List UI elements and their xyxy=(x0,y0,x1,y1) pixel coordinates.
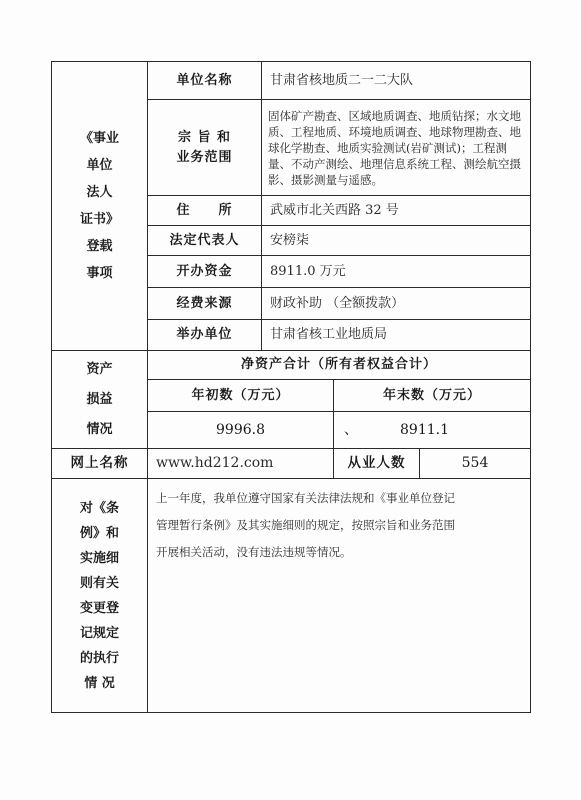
row-execution xyxy=(52,479,531,713)
end-year-cell xyxy=(334,412,531,449)
legal-rep-value: 安榜柒 xyxy=(262,226,531,256)
registration-table xyxy=(51,61,531,713)
organizer-value: 甘肃省核工业地质局 xyxy=(262,320,531,351)
section-label-line: 变更登 xyxy=(79,600,119,616)
section-label-line: 对《条 xyxy=(79,500,119,516)
scope-label-line: 业务范围 xyxy=(176,149,233,165)
unit-name-label: 单位名称 xyxy=(148,62,262,100)
row-assets-header xyxy=(52,351,531,380)
address-label: 住 所 xyxy=(148,196,262,226)
section-label-line: 记规定 xyxy=(79,625,119,641)
end-year-mark: 、 xyxy=(344,421,358,438)
section-assets-label xyxy=(52,351,148,449)
execution-line: 开展相关活动，没有违法违规等情况。 xyxy=(156,545,352,559)
scope-label-line: 宗 旨 和 xyxy=(177,129,232,145)
section-label-line: 《事业 xyxy=(79,131,119,146)
capital-value: 8911.0 万元 xyxy=(262,256,531,288)
execution-line: 上一年度，我单位遵守国家有关法律法规和《事业单位登记 xyxy=(156,491,455,505)
net-assets-header: 净资产合计（所有者权益合计） xyxy=(148,351,531,380)
section-label-line: 例》和 xyxy=(79,525,119,541)
section-label-line: 事项 xyxy=(86,266,113,281)
execution-text xyxy=(148,479,531,713)
staff-label: 从业人数 xyxy=(334,449,420,479)
section-registration-label xyxy=(52,62,148,351)
website-value: www.hd212.com xyxy=(148,449,334,479)
section-label-line: 则有关 xyxy=(79,575,119,591)
capital-label: 开办资金 xyxy=(148,256,262,288)
scope-value: 固体矿产勘查、区域地质调查、地质钻探；水文地质、工程地质、环境地质调查、地球物理勘查、地球化学勘查、地质实验测试(岩矿测试)；工程测量、不动产测绘、地理信息系统工程、测绘航空摄影、摄影测量与遥感。 xyxy=(262,100,531,196)
section-label-line: 实施细 xyxy=(79,550,119,566)
execution-line: 管理暂行条例》及其实施细则的规定，按照宗旨和业务范围 xyxy=(156,518,455,532)
section-label-line: 资产 xyxy=(86,361,113,377)
unit-name-value: 甘肃省核地质二一二大队 xyxy=(262,62,531,100)
section-label-line: 情 况 xyxy=(84,675,115,691)
row-website xyxy=(52,449,531,479)
scope-label xyxy=(148,100,262,196)
section-label-line: 损益 xyxy=(86,391,113,407)
section-label-line: 情况 xyxy=(86,421,113,437)
section-label-line: 的执行 xyxy=(79,650,119,666)
funding-label: 经费来源 xyxy=(148,288,262,320)
address-value: 武威市北关西路 32 号 xyxy=(262,196,531,226)
end-year-header: 年末数（万元） xyxy=(334,380,531,412)
row-unit-name xyxy=(52,62,531,100)
section-label-line: 证书》 xyxy=(79,212,119,227)
section-label-line: 登载 xyxy=(86,239,113,254)
section-execution-label xyxy=(52,479,148,713)
begin-year-value: 9996.8 xyxy=(148,412,334,449)
website-label: 网上名称 xyxy=(52,449,148,479)
funding-value: 财政补助 （全额拨款） xyxy=(262,288,531,320)
section-label-line: 法人 xyxy=(86,185,113,200)
legal-rep-label: 法定代表人 xyxy=(148,226,262,256)
begin-year-header: 年初数（万元） xyxy=(148,380,334,412)
staff-value: 554 xyxy=(420,449,531,479)
section-label-line: 单位 xyxy=(86,158,113,173)
end-year-value: 8911.1 xyxy=(400,421,449,438)
organizer-label: 举办单位 xyxy=(148,320,262,351)
